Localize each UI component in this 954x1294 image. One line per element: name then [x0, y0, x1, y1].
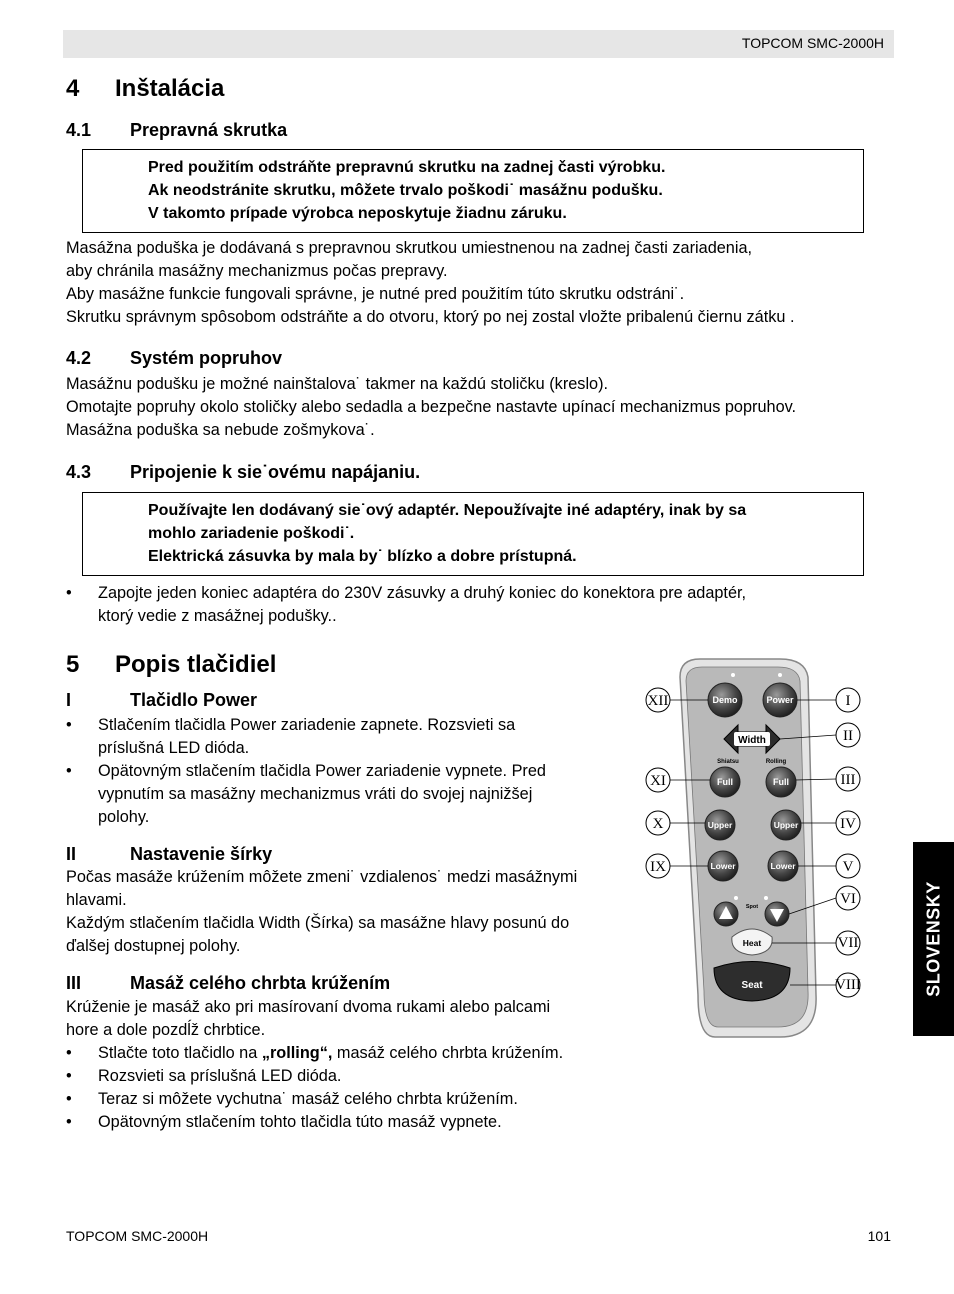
section-4-heading — [66, 75, 224, 103]
subsection-iii-heading — [66, 973, 390, 994]
text-line: polohy. — [98, 808, 150, 826]
text-line: aby chránila masážny mechanizmus počas prepravy. — [66, 262, 448, 280]
text-line: ktorý vedie z masážnej podušky.. — [98, 607, 337, 625]
full-label: Full — [717, 777, 733, 787]
power-label: Power — [766, 695, 794, 705]
bullet-item — [66, 1088, 666, 1111]
bullet-item — [66, 582, 866, 630]
text-line: príslušná LED dióda. — [98, 739, 250, 757]
upper-label: Upper — [773, 820, 799, 830]
paragraph-ii — [66, 866, 636, 958]
lower-shiatsu-button[interactable] — [708, 851, 738, 881]
bullet-item — [66, 1111, 666, 1134]
remote-control-illustration — [640, 655, 870, 1045]
footer-title: TOPCOM SMC-2000H — [66, 1228, 209, 1244]
side-tab-label: SLOVENSKY — [923, 881, 943, 997]
text-line: Opätovným stlačením tlačidla Power zariadenie vypnete. Pred — [98, 762, 546, 780]
subsection-4-1-heading — [66, 120, 287, 141]
paragraph-4-2 — [66, 373, 796, 442]
full-rolling-button[interactable] — [766, 767, 796, 797]
callout-i — [836, 688, 860, 712]
text-span: masáž celého chrbta krúžením. — [332, 1044, 564, 1062]
callout-label: XII — [647, 693, 669, 709]
bullet-dot: • — [66, 1113, 72, 1131]
callout-label: III — [840, 772, 856, 788]
demo-label: Demo — [712, 695, 738, 705]
callout-label: VIII — [835, 977, 861, 993]
full-label: Full — [773, 777, 789, 787]
header-title: TOPCOM SMC-2000H — [741, 35, 884, 51]
bullet-text: Opätovným stlačením tohto tlačidla túto masáž vypnete. — [98, 1113, 502, 1131]
callout-label: XI — [650, 773, 666, 789]
bullet-text: Teraz si môžete vychutna˙ masáž celého chrbta krúžením. — [98, 1090, 518, 1108]
lower-rolling-button[interactable] — [768, 851, 798, 881]
text-line: Počas masáže krúžením môžete zmeni˙ vzdialenos˙ medzi masážnymi — [66, 868, 578, 886]
subsection-title: Masáž celého chrbta krúžením — [130, 973, 391, 993]
subsection-4-3-heading — [66, 462, 420, 483]
bullet-text — [98, 582, 746, 628]
bullet-text — [98, 760, 546, 829]
text-line: Zapojte jeden koniec adaptéra do 230V zásuvky a druhý koniec do konektora pre adaptér, — [98, 584, 747, 602]
text-line: Omotajte popruhy okolo stoličky alebo sedadla a bezpečne nastavte upínací mechanizmus popruhov. — [66, 398, 797, 416]
header-bar — [63, 30, 894, 58]
subsection-title: Tlačidlo Power — [130, 690, 258, 710]
callout-vii — [836, 931, 860, 955]
callout-v — [836, 854, 860, 878]
text-line: ďalšej dostupnej polohy. — [66, 937, 241, 955]
subsection-4-2-heading — [66, 348, 282, 369]
bullet-item — [66, 714, 626, 760]
heat-button[interactable] — [732, 929, 772, 955]
text-span: Stlačte toto tlačidlo na — [98, 1044, 262, 1062]
section-number: 4 — [66, 75, 80, 102]
full-shiatsu-button[interactable] — [710, 767, 740, 797]
bullet-dot: • — [66, 1090, 72, 1108]
subsection-title: Systém popruhov — [130, 348, 283, 368]
warning-box-adapter — [82, 492, 864, 576]
subsection-number: 4.3 — [66, 462, 92, 482]
power-button[interactable] — [763, 683, 797, 717]
section-number: 5 — [66, 651, 80, 678]
led-indicator — [734, 896, 738, 900]
callout-x — [646, 811, 670, 835]
callout-label: VII — [837, 935, 859, 951]
subsection-number: I — [66, 690, 72, 710]
callout-label: II — [843, 728, 853, 744]
callout-vi — [836, 886, 860, 910]
bullet-dot: • — [66, 584, 72, 602]
callout-iii — [836, 767, 860, 791]
led-indicator — [778, 673, 782, 677]
subsection-ii-heading — [66, 844, 272, 865]
warning-line: Ak neodstránite skrutku, môžete trvalo poškodi˙ masážnu podušku. — [148, 182, 663, 199]
text-line: Krúženie je masáž ako pri masírovaní dvoma rukami alebo palcami — [66, 998, 551, 1016]
seat-label: Seat — [741, 980, 763, 991]
text-line: Každým stlačením tlačidla Width (Šírka) sa masážne hlavy posunú do — [66, 914, 570, 932]
bullet-dot: • — [66, 1044, 72, 1062]
callout-label: I — [845, 693, 851, 709]
text-line: vypnutím sa masážny mechanizmus vráti do svojej najnižšej — [98, 785, 533, 803]
section-5-heading — [66, 651, 276, 679]
warning-line: Elektrická zásuvka by mala by˙ blízko a dobre prístupná. — [148, 548, 577, 565]
warning-line: V takomto prípade výrobca neposkytuje žiadnu záruku. — [148, 205, 567, 222]
upper-rolling-button[interactable] — [771, 810, 801, 840]
callout-xii — [646, 688, 670, 712]
bullet-item — [66, 1065, 666, 1088]
language-side-tab — [913, 842, 954, 1036]
spot-down-button[interactable] — [765, 902, 789, 926]
callout-label: IX — [650, 859, 666, 875]
text-line: Masážna poduška je dodávaná s prepravnou skrutkou umiestnenou na zadnej časti zariadenia, — [66, 239, 753, 257]
shiatsu-label: Shiatsu — [717, 759, 739, 765]
rolling-label: Rolling — [765, 759, 787, 765]
text-bold: „rolling“, — [261, 1044, 333, 1062]
warning-line: Používajte len dodávaný sie˙ový adaptér. Nepoužívajte iné adaptéry, inak by sa — [148, 502, 747, 519]
warning-box-transport-screw — [82, 149, 864, 233]
paragraph-iii — [66, 996, 636, 1042]
bullet-item — [66, 1042, 666, 1065]
subsection-title: Pripojenie k sie˙ovému napájaniu. — [130, 462, 421, 482]
subsection-title: Nastavenie šírky — [130, 844, 273, 864]
callout-label: X — [652, 816, 664, 832]
led-indicator — [731, 673, 735, 677]
callout-label: V — [842, 859, 854, 875]
text-line: Aby masážne funkcie fungovali správne, je nutné pred použitím túto skrutku odstráni˙. — [66, 285, 685, 303]
subsection-number: II — [66, 844, 77, 864]
callout-label: IV — [840, 816, 856, 832]
bullet-text — [98, 714, 515, 760]
section-title: Inštalácia — [115, 75, 225, 102]
text-line: hlavami. — [66, 891, 127, 909]
callout-viii — [835, 973, 861, 997]
upper-label: Upper — [707, 820, 733, 830]
warning-line: mohlo zariadenie poškodi˙. — [148, 525, 355, 542]
bullet-item — [66, 760, 626, 829]
spot-label: Spot — [745, 904, 759, 910]
upper-shiatsu-button[interactable] — [705, 810, 735, 840]
bullet-text — [98, 1042, 563, 1065]
bullet-text: Rozsvieti sa príslušná LED dióda. — [98, 1067, 342, 1085]
callout-xi — [646, 768, 670, 792]
callout-ii — [836, 723, 860, 747]
heat-label: Heat — [742, 938, 762, 948]
subsection-number: III — [66, 973, 82, 993]
lower-label: Lower — [710, 861, 736, 871]
led-indicator — [764, 896, 768, 900]
warning-line: Pred použitím odstráňte prepravnú skrutku na zadnej časti výrobku. — [148, 159, 666, 176]
text-line: Stlačením tlačidla Power zariadenie zapnete. Rozsvieti sa — [98, 716, 516, 734]
subsection-number: 4.1 — [66, 120, 92, 140]
spot-up-button[interactable] — [714, 902, 738, 926]
text-line: Masážna poduška sa nebude zošmykova˙. — [66, 421, 375, 439]
bullet-dot: • — [66, 1067, 72, 1085]
width-label: Width — [738, 735, 766, 746]
page-number: 101 — [867, 1228, 891, 1244]
paragraph-4-1 — [66, 237, 795, 329]
section-title: Popis tlačidiel — [115, 651, 277, 678]
callout-label: VI — [840, 891, 856, 907]
lower-label: Lower — [770, 861, 796, 871]
demo-button[interactable] — [708, 683, 742, 717]
text-line: Skrutku správnym spôsobom odstráňte a do otvoru, ktorý po nej zostal vložte pribalenú čiernu zátku . — [66, 308, 795, 326]
text-line: Masážnu podušku je možné nainštalova˙ takmer na každú stoličku (kreslo). — [66, 375, 609, 393]
bullet-dot: • — [66, 762, 72, 780]
subsection-number: 4.2 — [66, 348, 92, 368]
subsection-title: Prepravná skrutka — [130, 120, 288, 140]
bullet-dot: • — [66, 716, 72, 734]
callout-iv — [836, 811, 860, 835]
text-line: hore a dole pozdĺž chrbtice. — [66, 1021, 266, 1039]
subsection-i-heading — [66, 690, 257, 711]
callout-ix — [646, 854, 670, 878]
